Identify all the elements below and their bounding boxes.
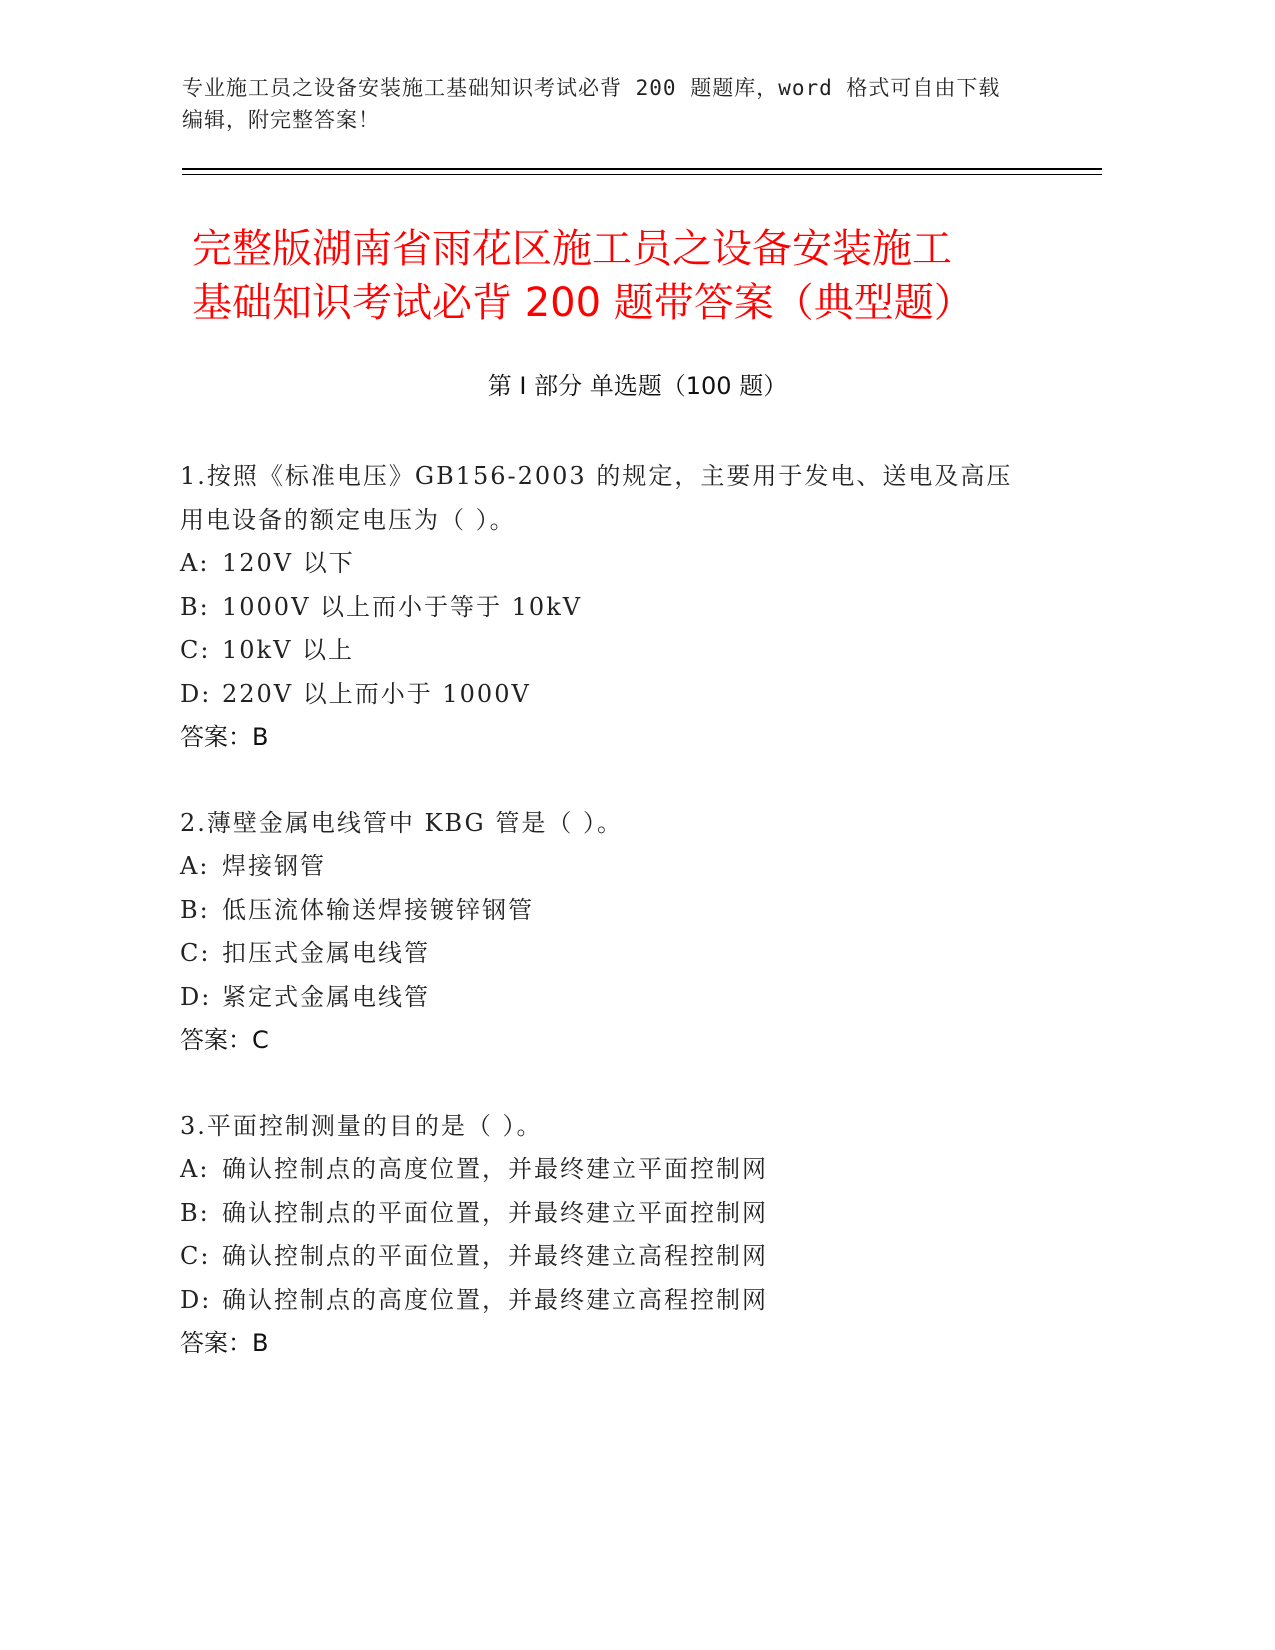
question-1 [180, 455, 1080, 760]
option-label: D: [180, 679, 212, 708]
question-stem-line: 3.平面控制测量的目的是（ ）。 [180, 1111, 543, 1140]
option-text: 紧定式金属电线管 [222, 982, 430, 1011]
option-label: C: [180, 1242, 211, 1270]
document-title-line-2: 基础知识考试必背 200 题带答案（典型题） [192, 280, 974, 326]
option-label: D: [180, 1285, 212, 1314]
option-label: B: [180, 1198, 210, 1227]
option-label: B: [180, 895, 210, 924]
answer: 答案：B [180, 1329, 269, 1357]
option-b [180, 889, 1080, 933]
option-text: 扣压式金属电线管 [222, 939, 430, 967]
header-rule-thick [182, 168, 1102, 170]
option-label: D: [180, 982, 212, 1011]
option-text: 确认控制点的高度位置，并最终建立平面控制网 [222, 1155, 768, 1183]
question-stem-line: 1.按照《标准电压》GB156-2003 的规定，主要用于发电、送电及高压 [180, 462, 1013, 490]
option-c [180, 932, 1080, 976]
option-label: C: [180, 636, 211, 664]
option-label: A: [180, 549, 210, 577]
option-text: 1000V 以上而小于等于 10kV [222, 592, 583, 621]
document-title [192, 222, 1072, 330]
option-label: A: [180, 1155, 210, 1183]
option-d [180, 673, 1080, 717]
option-text: 焊接钢管 [222, 852, 326, 880]
option-a [180, 845, 1080, 889]
option-text: 确认控制点的平面位置，并最终建立平面控制网 [222, 1198, 768, 1227]
option-b [180, 1192, 1080, 1236]
header-rule-thin [182, 174, 1102, 175]
option-text: 120V 以下 [222, 549, 355, 577]
option-d [180, 1279, 1080, 1323]
question-stem-line: 2.薄壁金属电线管中 KBG 管是（ ）。 [180, 808, 623, 837]
option-label: C: [180, 939, 211, 967]
option-d [180, 976, 1080, 1020]
question-3 [180, 1105, 1080, 1366]
option-text: 确认控制点的高度位置，并最终建立高程控制网 [222, 1285, 768, 1314]
option-label: B: [180, 592, 210, 621]
option-text: 220V 以上而小于 1000V [222, 679, 531, 708]
option-b [180, 586, 1080, 630]
option-a [180, 542, 1080, 586]
option-label: A: [180, 852, 210, 880]
question-list [180, 455, 1080, 1408]
header-note [182, 72, 1062, 136]
section-title: 第 I 部分 单选题（100 题） [487, 372, 788, 400]
option-text: 10kV 以上 [222, 636, 355, 664]
answer: 答案：B [180, 723, 269, 751]
header-note-line-2: 编辑，附完整答案！ [182, 108, 380, 132]
option-text: 低压流体输送焊接镀锌钢管 [222, 895, 534, 924]
answer: 答案：C [180, 1026, 269, 1054]
option-c [180, 1235, 1080, 1279]
header-note-line-1: 专业施工员之设备安装施工基础知识考试必背 200 题题库，word 格式可自由下载 [182, 76, 1001, 100]
document-title-line-1: 完整版湖南省雨花区施工员之设备安装施工 [192, 226, 952, 272]
option-a [180, 1148, 1080, 1192]
question-stem-line: 用电设备的额定电压为（ ）。 [180, 505, 516, 534]
question-2 [180, 802, 1080, 1063]
option-text: 确认控制点的平面位置，并最终建立高程控制网 [222, 1242, 768, 1270]
option-c [180, 629, 1080, 673]
